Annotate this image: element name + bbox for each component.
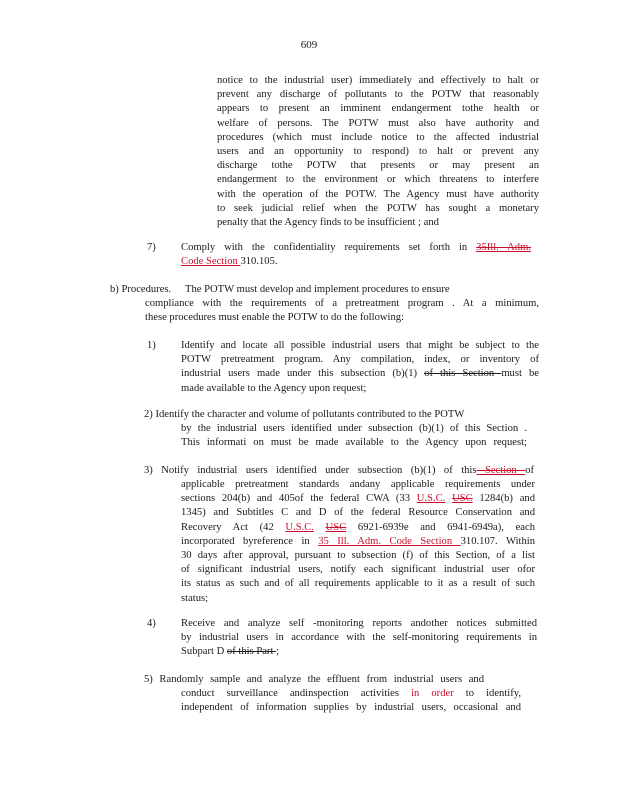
item-3-text: 310.107. Within [460, 535, 535, 547]
text-line: welfare of persons. The POTW must also have authority and [217, 117, 539, 129]
item-5-text: conduct surveillance andinspection activities [181, 688, 412, 699]
deleted-text: USC [325, 521, 347, 533]
item-3 [181, 478, 535, 606]
item-3-line1 [144, 464, 534, 478]
item-3-text: incorporated byreference in [181, 535, 319, 547]
text-line: The POTW must develop and implement procedures to ensure [185, 284, 450, 295]
item-5-line1 [144, 673, 484, 687]
deleted-text: of this Section [424, 368, 502, 380]
item-2-line1 [144, 408, 502, 422]
item-3-text: 1284(b) and [472, 493, 535, 505]
text-line: compliance with the requirements of a pretreatment program . At a minimum, [145, 298, 539, 309]
text-line: 30 days after approval, pursuant to subsection (f) of this Section, of a list [181, 550, 535, 562]
text-line: by industrial users in accordance with the self-monitoring requirements in [181, 632, 537, 644]
text-line: 1345) and Subtitles C and D of the federal Resource Conservation and [181, 507, 535, 519]
text-line [181, 255, 531, 269]
text-line: of significant industrial users, notify each significant industrial user ofor [181, 564, 535, 576]
text-line [181, 645, 537, 659]
text-line: discharge tothe POTW that presents or may present an [217, 160, 539, 172]
item-7-number: 7) [147, 242, 156, 253]
section-b-label: b) Procedures. [110, 284, 172, 295]
text-line: penalty that the Agency finds to be insufficient ; and [217, 217, 439, 229]
item-1-text: industrial users made under this subsection (b)(1) [181, 368, 425, 380]
text-line: endangerment to the environment or which threatens to interfere [217, 174, 539, 186]
text-line [181, 492, 535, 506]
item-3-text: 3) Notify industrial users identified under subsection (b)(1) of this [144, 465, 477, 476]
item-1-text: must be [501, 368, 539, 380]
text-line: made available to the Agency upon request; [181, 382, 367, 394]
item-5-text: to identify, [453, 688, 521, 699]
text-line [181, 241, 531, 255]
item-2 [181, 422, 527, 450]
text-line: these procedures must enable the POTW to do the following: [145, 312, 404, 324]
text-line: to seek judicial relief when the POTW has sought a monetary [217, 202, 539, 214]
item-3-text: Recovery Act (42 [181, 521, 286, 533]
text-line: This informati on must be made available to the Agency upon request; [181, 437, 527, 449]
text-line [181, 535, 535, 549]
deleted-text: Section [476, 465, 526, 476]
text-line: Receive and analyze self -monitoring reports andother notices submitted [181, 618, 537, 629]
text-line [181, 367, 539, 381]
text-line: independent of information supplies by industrial users, occasional and [181, 702, 521, 714]
text-line: users and an opportunity to respond) to halt or prevent any [217, 146, 539, 158]
text-line: applicable pretreatment standards andany applicable requirements under [181, 479, 535, 490]
text-line: procedures (which must include notice to the affected industrial [217, 131, 539, 143]
item-3-text: sections 204(b) and 405of the federal CWA (33 [181, 493, 417, 505]
item-4-text: ; [276, 646, 280, 658]
section-b-continuation [145, 297, 539, 325]
item-7-text: 310.105. [240, 256, 278, 268]
text-line: prevent any discharge of pollutants to the POTW that reasonably [217, 89, 539, 101]
text-line: POTW pretreatment program. Any compilation, index, or inventory of [181, 354, 539, 366]
section-b-line1 [185, 283, 482, 297]
text-line: by the industrial users identified under subsection (b)(1) of this Section . [181, 423, 527, 434]
text-line [181, 687, 521, 701]
text-line [144, 464, 534, 478]
text-line: with the operation of the POTW. The Agency must have authority [217, 188, 539, 200]
inserted-citation: Code Section [181, 256, 241, 268]
text-line: status; [181, 592, 209, 604]
deleted-text: USC [452, 493, 473, 505]
continuation-paragraph [217, 74, 539, 230]
item-7-text: Comply with the confidentiality requirements set forth in [181, 242, 477, 253]
inserted-text: in order [411, 688, 454, 699]
inserted-citation: 35 Ill. Adm. Code Section [318, 535, 461, 547]
item-4-text: Subpart D [181, 646, 227, 658]
inserted-text: U.S.C. [285, 521, 314, 533]
item-1-number: 1) [147, 340, 156, 351]
text-line: 2) Identify the character and volume of pollutants contributed to the POTW [144, 409, 465, 420]
deleted-text: of this Part [226, 646, 277, 658]
item-7 [181, 241, 531, 269]
item-3-text: of [525, 465, 534, 476]
text-line: 5) Randomly sample and analyze the effluent from industrial users and [144, 674, 484, 685]
text-line: its status as such and of all requirements applicable to it as a result of such [181, 578, 535, 590]
item-1 [181, 339, 539, 396]
text-line: appears to present an imminent endangerment tothe health or [217, 103, 539, 115]
deleted-citation: 35Ill. Adm. [476, 242, 531, 253]
text-line: Identify and locate all possible industrial users that might be subject to the [181, 340, 539, 351]
page-number: 609 [300, 39, 318, 51]
item-4-number: 4) [147, 618, 156, 629]
item-5 [181, 687, 521, 715]
text-line [181, 521, 535, 535]
text-line: notice to the industrial user) immediately and effectively to halt or [217, 75, 539, 86]
inserted-text: U.S.C. [416, 493, 446, 505]
item-3-text: 6921-6939e and 6941-6949a), each [346, 521, 535, 533]
item-4 [181, 617, 537, 660]
